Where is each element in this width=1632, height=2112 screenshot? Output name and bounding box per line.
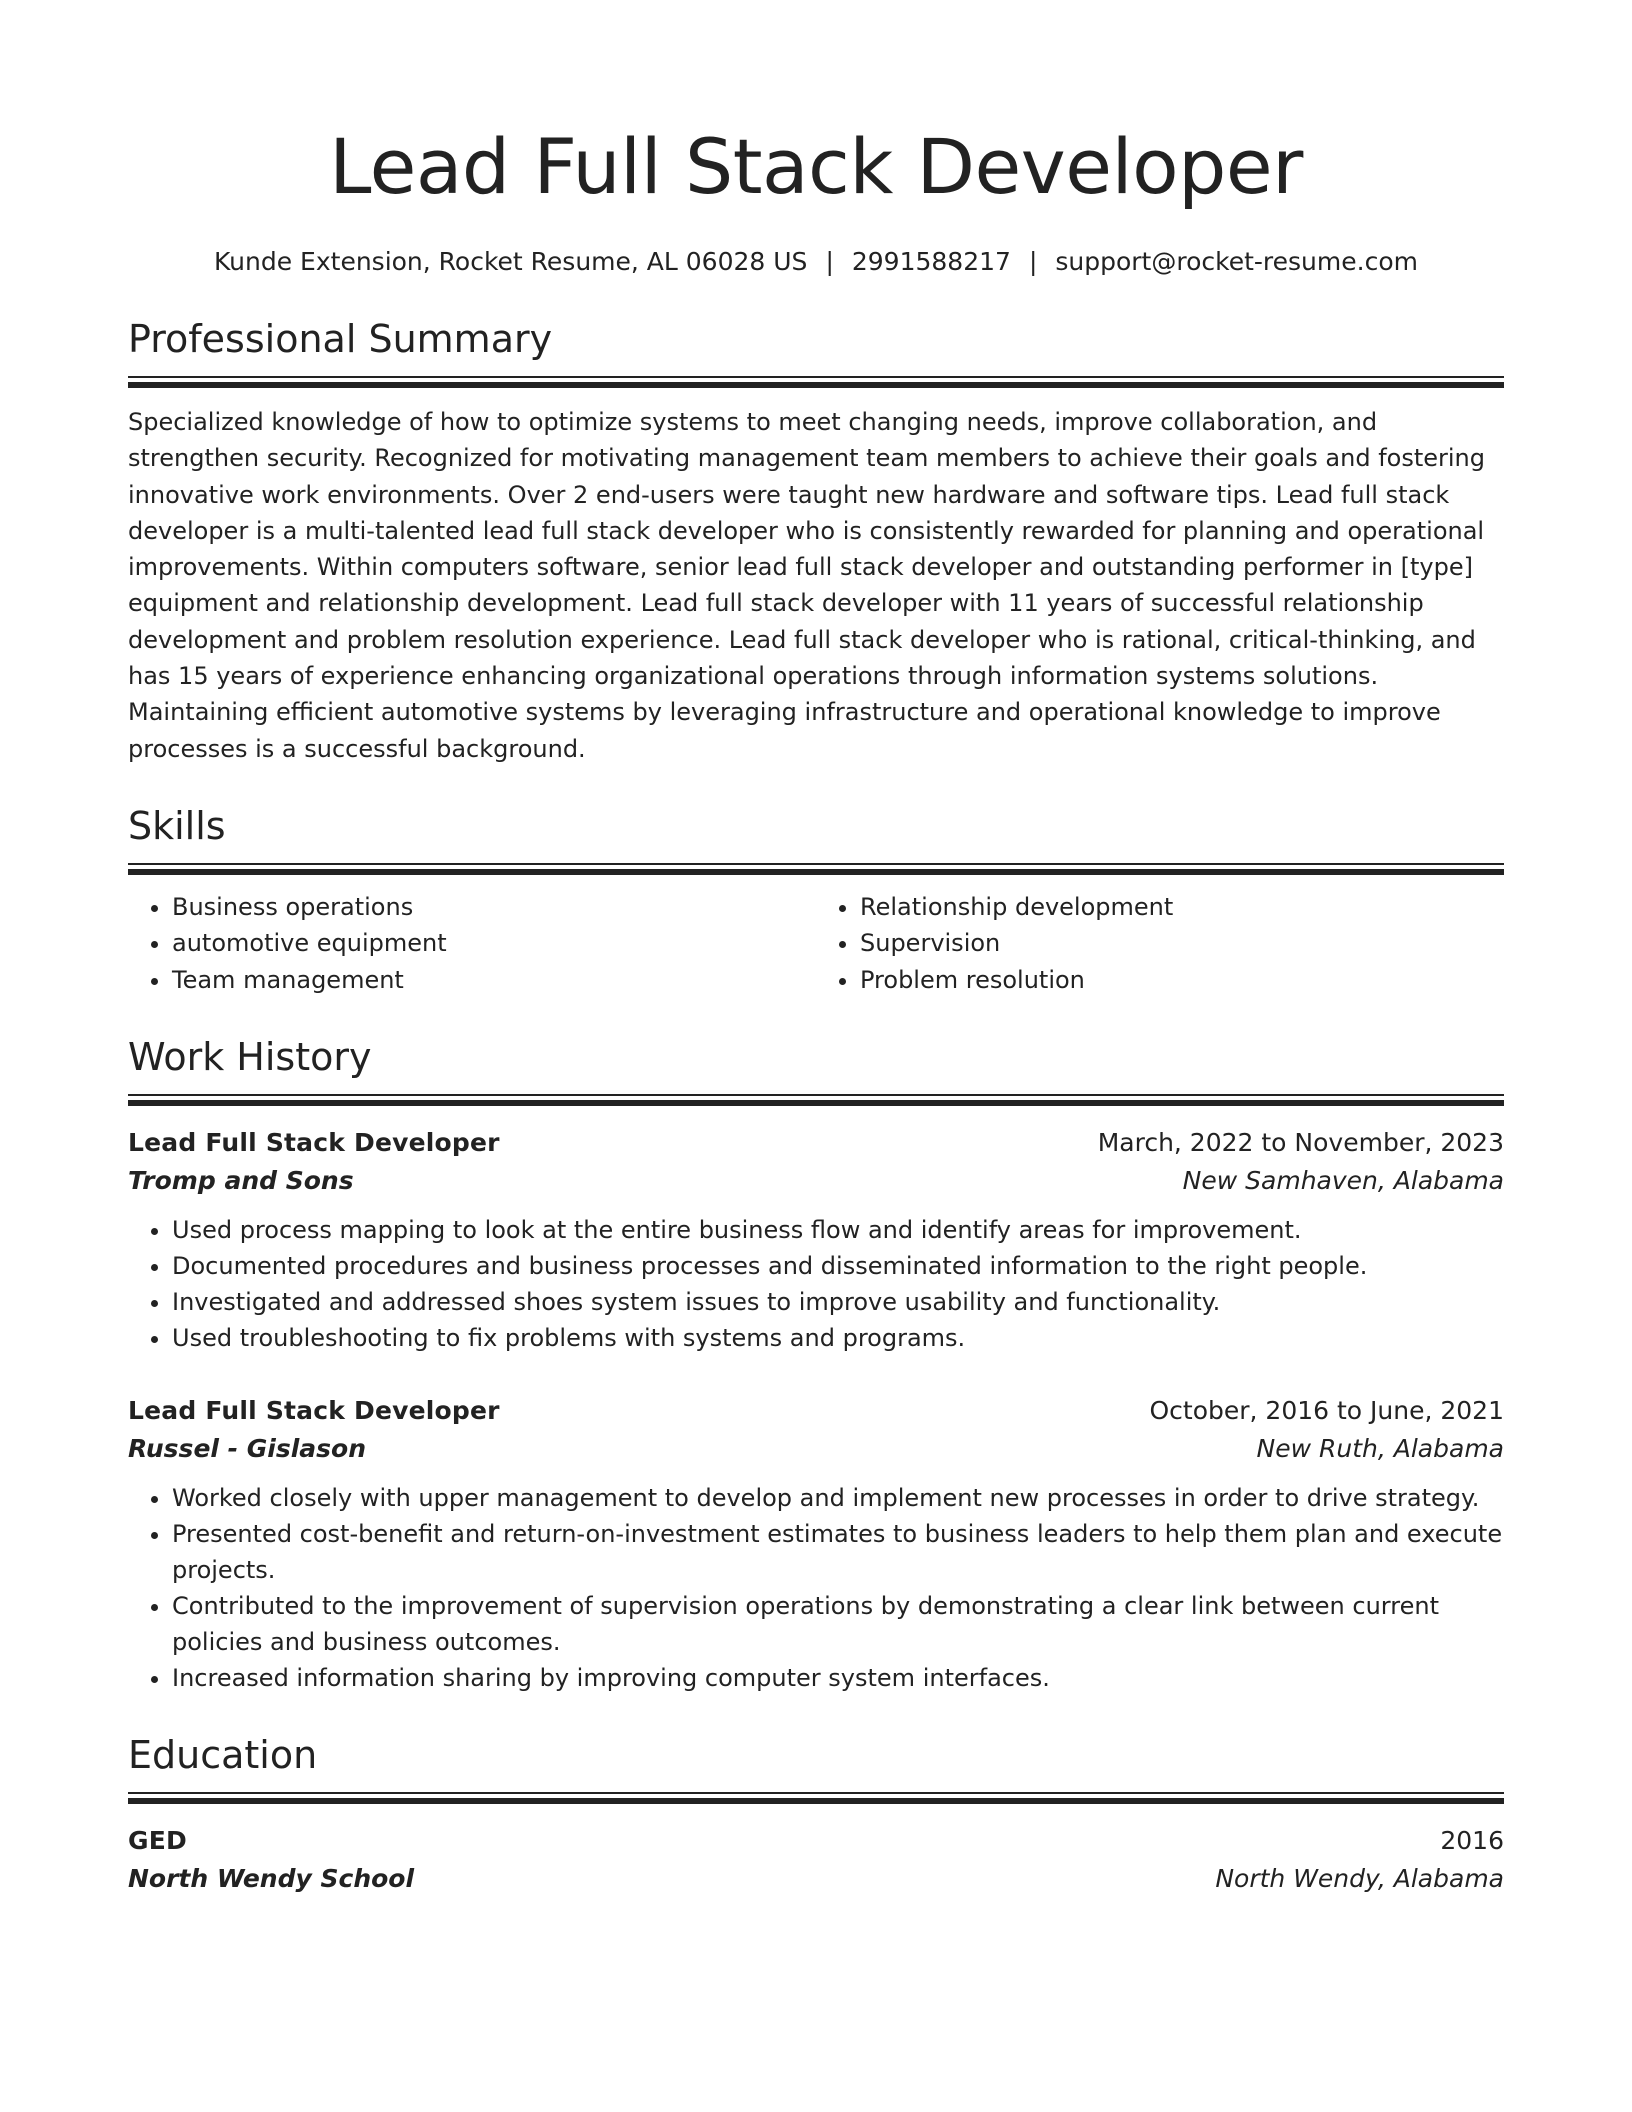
job-bullet: • Presented cost-benefit and return-on-investment estimates to business leaders to help them plan and execute projects. — [172, 1516, 1504, 1588]
contact-line — [128, 244, 1504, 280]
job-bullet: • Increased information sharing by improving computer system interfaces. — [172, 1660, 1504, 1696]
contact-email: support@rocket-resume.com — [1055, 247, 1418, 276]
education-school: North Wendy School — [128, 1864, 415, 1894]
job-bullet: • Contributed to the improvement of supervision operations by demonstrating a clear link between current policies and business outcomes. — [172, 1588, 1504, 1660]
education-degree: GED — [128, 1826, 187, 1856]
job-company-row — [128, 1162, 1504, 1200]
contact-separator: | — [1028, 247, 1038, 276]
work-section — [128, 1032, 1504, 1696]
education-section — [128, 1730, 1504, 1898]
summary-heading: Professional Summary — [128, 317, 553, 361]
skill-item: • Relationship development — [860, 889, 1504, 926]
section-divider — [128, 1792, 1504, 1804]
job-title: Lead Full Stack Developer — [128, 1396, 500, 1426]
job-bullets — [128, 1480, 1504, 1696]
job-company: Tromp and Sons — [128, 1166, 354, 1196]
job-header-row — [128, 1124, 1504, 1162]
job-entry — [128, 1392, 1504, 1696]
skill-item: • Problem resolution — [860, 962, 1504, 999]
job-bullet: • Worked closely with upper management to develop and implement new processes in order to drive strategy. — [172, 1480, 1504, 1516]
education-school-row — [128, 1860, 1504, 1898]
job-title: Lead Full Stack Developer — [128, 1128, 500, 1158]
skill-item: • Business operations — [172, 889, 816, 926]
work-heading: Work History — [128, 1035, 372, 1080]
job-location: New Samhaven, Alabama — [1182, 1166, 1504, 1196]
job-bullets — [128, 1212, 1504, 1356]
education-year: 2016 — [1440, 1826, 1504, 1856]
job-header-row — [128, 1392, 1504, 1430]
resume-name: Lead Full Stack Developer — [329, 122, 1303, 211]
skill-item: • automotive equipment — [172, 925, 816, 962]
contact-separator: | — [825, 247, 834, 276]
job-dates: March, 2022 to November, 2023 — [1097, 1128, 1504, 1158]
contact-phone: 2991588217 — [851, 247, 1011, 276]
job-entry — [128, 1124, 1504, 1356]
skill-item: • Team management — [172, 962, 816, 999]
summary-text: Specialized knowledge of how to optimize systems to meet changing needs, improve collaboration, and strengthen security. Recognized for motivating management team members to achieve their goals and fostering innovative work environments. Over 2 end-users were taught new hardware and software tips. Lead full stack developer is a multi-talented lead full stack developer who is consistently rewarded for planning and operational improvements. Within computers software, senior lead full stack developer and outstanding performer in [type] equipment and relationship development. Lead full stack developer with 11 years of successful relationship development and problem resolution experience. Lead full stack developer who is rational, critical-thinking, and has 15 years of experience enhancing organizational operations through information systems solutions. Maintaining efficient automotive systems by leveraging infrastructure and operational knowledge to improve processes is a successful background. — [128, 408, 1485, 763]
skills-heading: Skills — [128, 803, 226, 848]
job-dates: October, 2016 to June, 2021 — [1149, 1396, 1504, 1426]
education-heading: Education — [128, 1733, 318, 1778]
education-location: North Wendy, Alabama — [1215, 1864, 1504, 1894]
job-bullet: • Used process mapping to look at the entire business flow and identify areas for improvement. — [172, 1212, 1504, 1248]
skills-column-left — [128, 889, 816, 999]
skills-list — [128, 889, 1504, 999]
skills-column-right — [816, 889, 1504, 999]
section-divider — [128, 376, 1504, 388]
skill-item: • Supervision — [860, 925, 1504, 962]
summary-section — [128, 314, 1504, 767]
job-location: New Ruth, Alabama — [1256, 1434, 1504, 1464]
education-header-row — [128, 1822, 1504, 1860]
skills-section — [128, 801, 1504, 999]
contact-address: Kunde Extension, Rocket Resume, AL 06028 US — [214, 247, 808, 276]
section-divider — [128, 863, 1504, 875]
education-entry — [128, 1822, 1504, 1898]
job-company-row — [128, 1430, 1504, 1468]
job-bullet: • Investigated and addressed shoes system issues to improve usability and functionality. — [172, 1284, 1504, 1320]
job-company: Russel - Gislason — [128, 1434, 367, 1464]
job-bullet: • Documented procedures and business processes and disseminated information to the right people. — [172, 1248, 1504, 1284]
job-bullet: • Used troubleshooting to fix problems with systems and programs. — [172, 1320, 1504, 1356]
section-divider — [128, 1094, 1504, 1106]
